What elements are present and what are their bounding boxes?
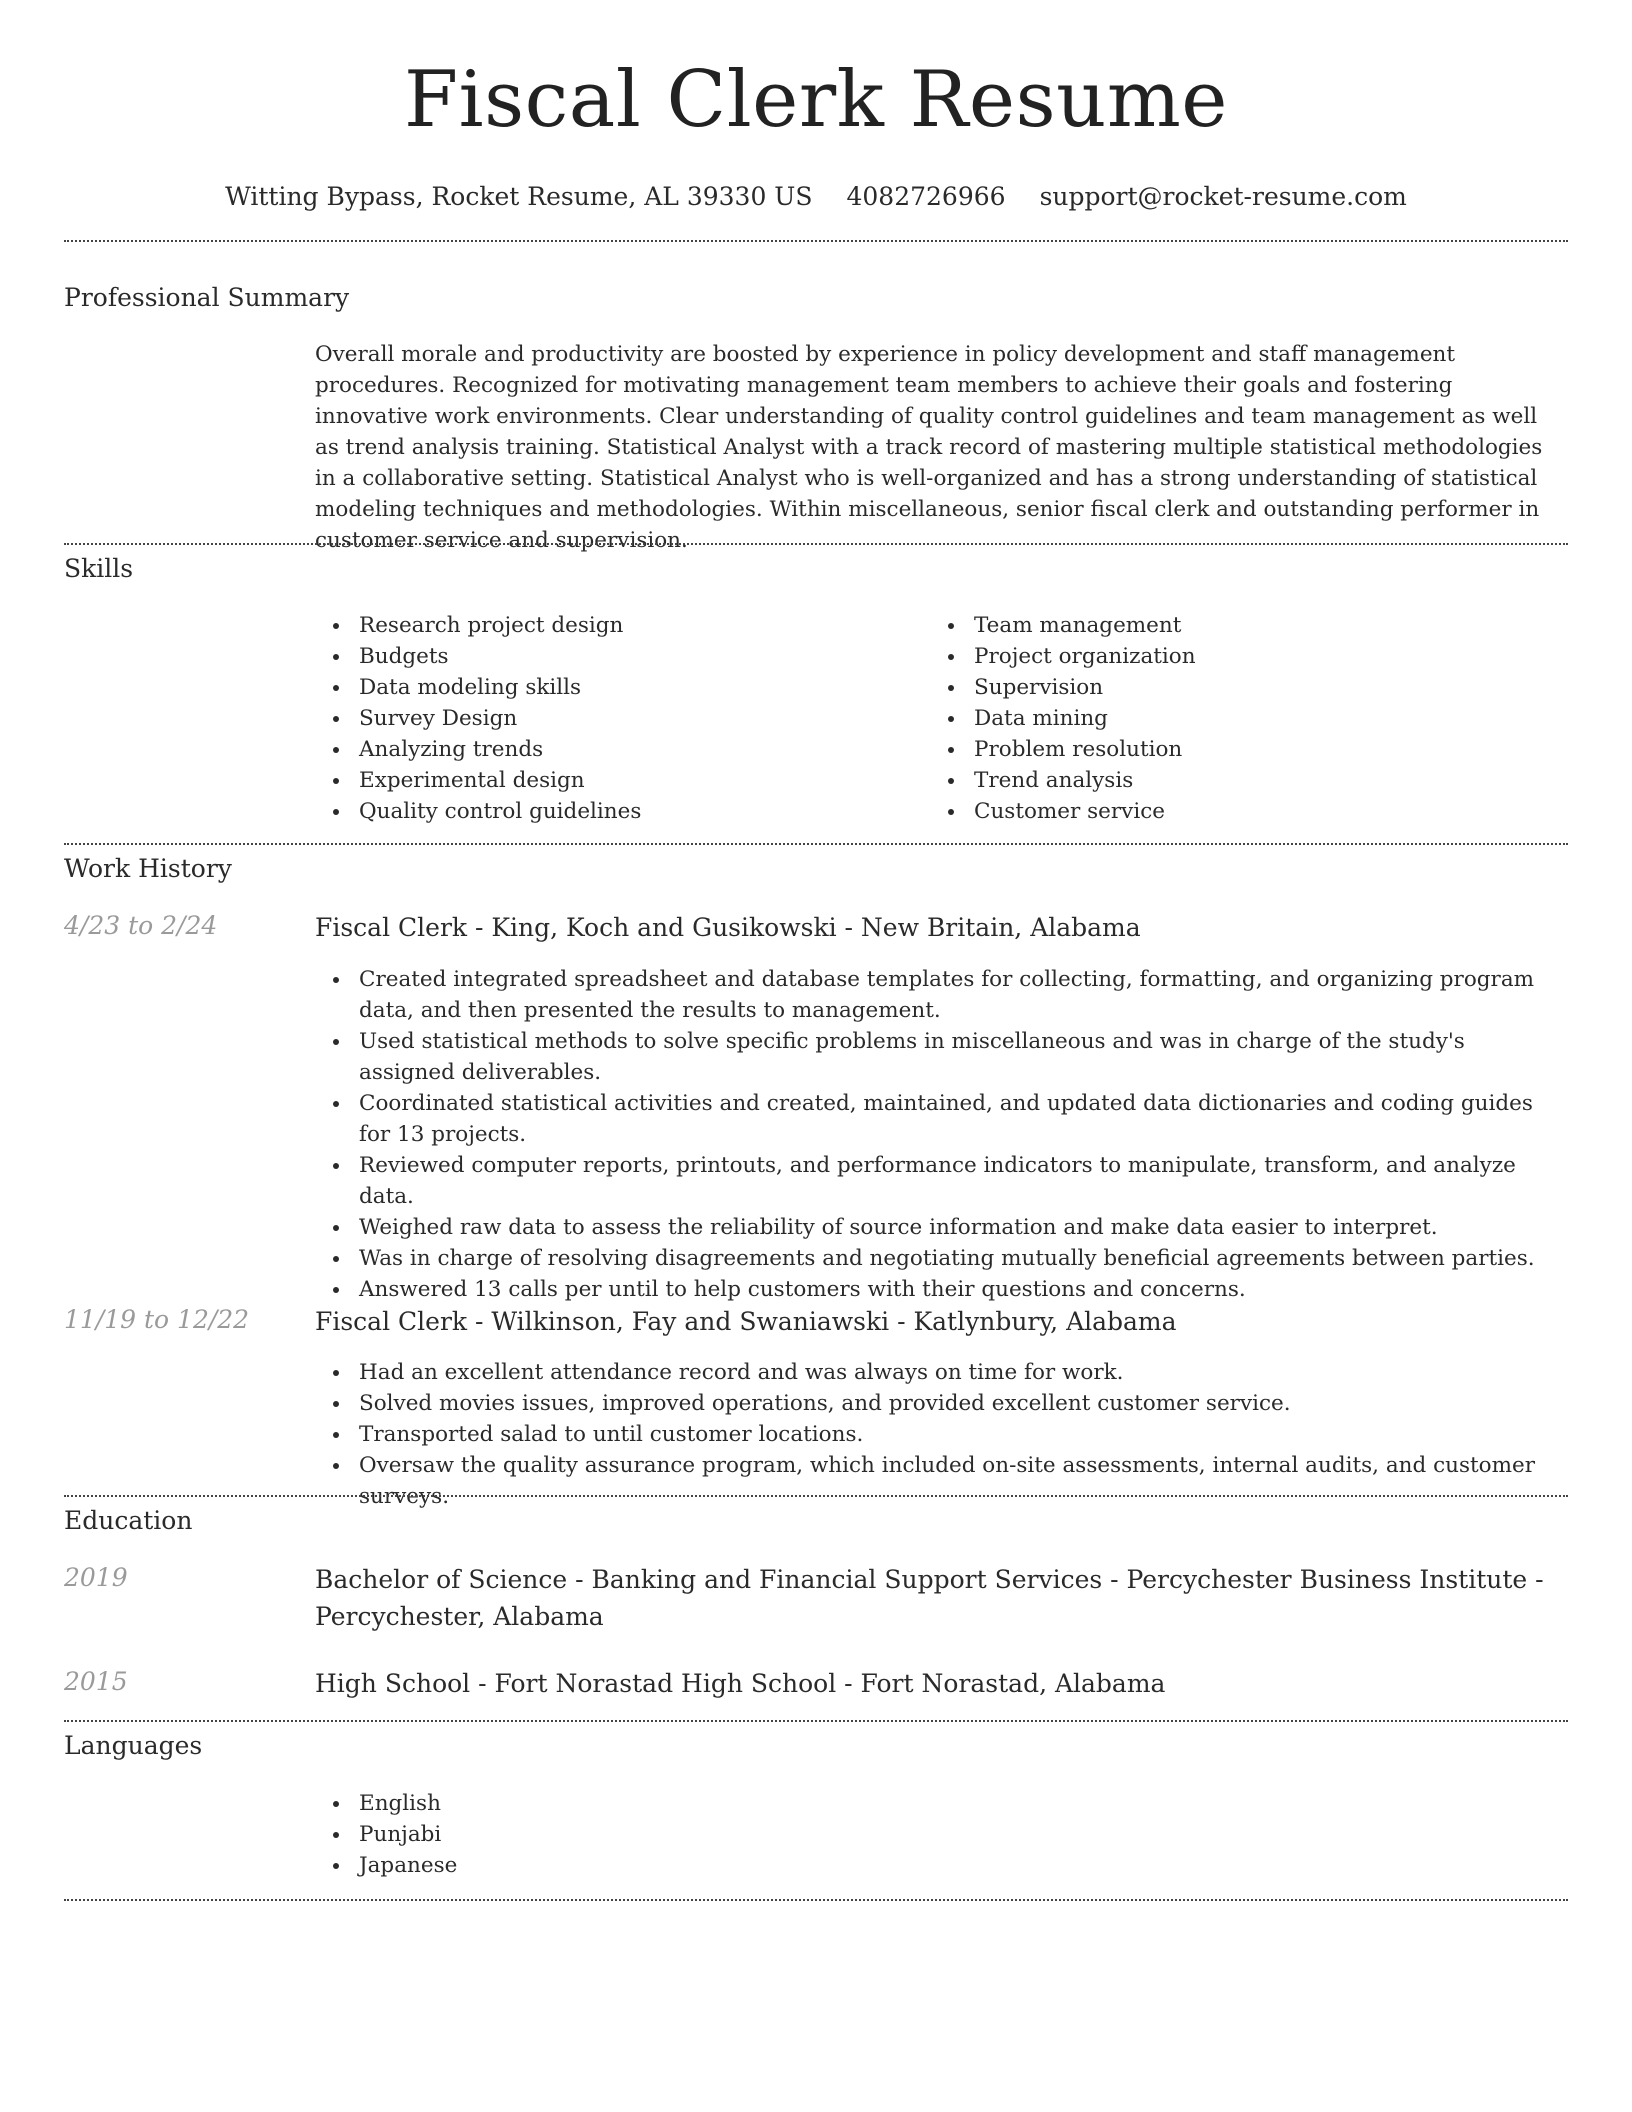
school-details: - Fort Norastad High School - Fort Norastad, Alabama: [470, 1669, 1166, 1698]
degree-name: Bachelor of Science: [315, 1565, 568, 1594]
divider: [64, 1720, 1568, 1722]
education-year: 2019: [64, 1563, 128, 1592]
divider: [64, 1495, 1568, 1497]
job-heading: Fiscal Clerk - Wilkinson, Fay and Swaniawski - Katlynbury, Alabama: [315, 1307, 1177, 1336]
job-duty: Oversaw the quality assurance program, which included on-site assessments, internal audits, and customer surveys.: [315, 1450, 1565, 1512]
resume-header: [0, 0, 1632, 211]
job-heading: Fiscal Clerk - King, Koch and Gusikowski - New Britain, Alabama: [315, 913, 1141, 942]
divider: [64, 240, 1568, 242]
work-history-heading: Work History: [64, 854, 232, 883]
skill-item: Quality control guidelines: [315, 796, 930, 827]
skill-item: Problem resolution: [930, 734, 1545, 765]
skill-item: Analyzing trends: [315, 734, 930, 765]
divider: [64, 843, 1568, 845]
education-year: 2015: [64, 1667, 128, 1696]
job-duty: Reviewed computer reports, printouts, and performance indicators to manipulate, transform, and analyze data.: [315, 1150, 1565, 1212]
resume-title: Fiscal Clerk Resume: [404, 55, 1228, 145]
skill-item: Data modeling skills: [315, 672, 930, 703]
languages-list: [315, 1788, 1565, 1881]
job-duties: [315, 1357, 1565, 1512]
contact-phone: 4082726966: [846, 182, 1006, 211]
job-duty: Solved movies issues, improved operations, and provided excellent customer service.: [315, 1388, 1565, 1419]
skill-item: Trend analysis: [930, 765, 1545, 796]
job-duty: Had an excellent attendance record and was always on time for work.: [315, 1357, 1565, 1388]
education-entry: [315, 1665, 1565, 1702]
language-item: Japanese: [315, 1850, 1565, 1881]
skills-column-left: [315, 610, 930, 827]
divider: [64, 543, 1568, 545]
job-duty: Coordinated statistical activities and created, maintained, and updated data dictionaries and coding guides for 13 projects.: [315, 1088, 1565, 1150]
job-duty: Weighed raw data to assess the reliability of source information and make data easier to interpret.: [315, 1212, 1565, 1243]
skill-item: Experimental design: [315, 765, 930, 796]
skill-item: Survey Design: [315, 703, 930, 734]
language-item: English: [315, 1788, 1565, 1819]
skills-list: [315, 610, 1565, 827]
degree-name: High School: [315, 1669, 471, 1698]
skill-item: Team management: [930, 610, 1545, 641]
job-duty: Was in charge of resolving disagreements and negotiating mutually beneficial agreements between parties.: [315, 1243, 1565, 1274]
summary-text: Overall morale and productivity are boosted by experience in policy development and staff management procedures. Recognized for motivating management team members to achieve their goals and fostering innovative work environments. Clear understanding of quality control guidelines and team management as well as trend analysis training. Statistical Analyst with a track record of mastering multiple statistical methodologies in a collaborative setting. Statistical Analyst who is well-organized and has a strong understanding of statistical modeling techniques and methodologies. Within miscellaneous, senior fiscal clerk and outstanding performer in customer service and supervision.: [315, 342, 1543, 553]
job-duties: [315, 964, 1565, 1305]
skill-item: Customer service: [930, 796, 1545, 827]
languages-heading: Languages: [64, 1731, 203, 1760]
job-duty: Answered 13 calls per until to help customers with their questions and concerns.: [315, 1274, 1565, 1305]
job-duty: Transported salad to until customer locations.: [315, 1419, 1565, 1450]
education-heading: Education: [64, 1506, 193, 1535]
skill-item: Project organization: [930, 641, 1545, 672]
skill-item: Budgets: [315, 641, 930, 672]
contact-line: [0, 182, 1632, 211]
job-dates: 4/23 to 2/24: [64, 911, 218, 940]
skills-column-right: [930, 610, 1545, 827]
education-entry: [315, 1561, 1565, 1635]
contact-email: support@rocket-resume.com: [1039, 182, 1407, 211]
skill-item: Research project design: [315, 610, 930, 641]
language-item: Punjabi: [315, 1819, 1565, 1850]
school-details: - Banking and Financial Support Services - Percychester Business Institute - Percychester, Alabama: [315, 1565, 1544, 1631]
divider: [64, 1899, 1568, 1901]
job-dates: 11/19 to 12/22: [64, 1305, 250, 1334]
job-duty: Created integrated spreadsheet and database templates for collecting, formatting, and organizing program data, and then presented the results to management.: [315, 964, 1565, 1026]
skills-heading: Skills: [64, 554, 134, 583]
job-duty: Used statistical methods to solve specific problems in miscellaneous and was in charge of the study's assigned deliverables.: [315, 1026, 1565, 1088]
skill-item: Data mining: [930, 703, 1545, 734]
contact-address: Witting Bypass, Rocket Resume, AL 39330 US: [225, 182, 813, 211]
summary-heading: Professional Summary: [64, 283, 350, 312]
skill-item: Supervision: [930, 672, 1545, 703]
